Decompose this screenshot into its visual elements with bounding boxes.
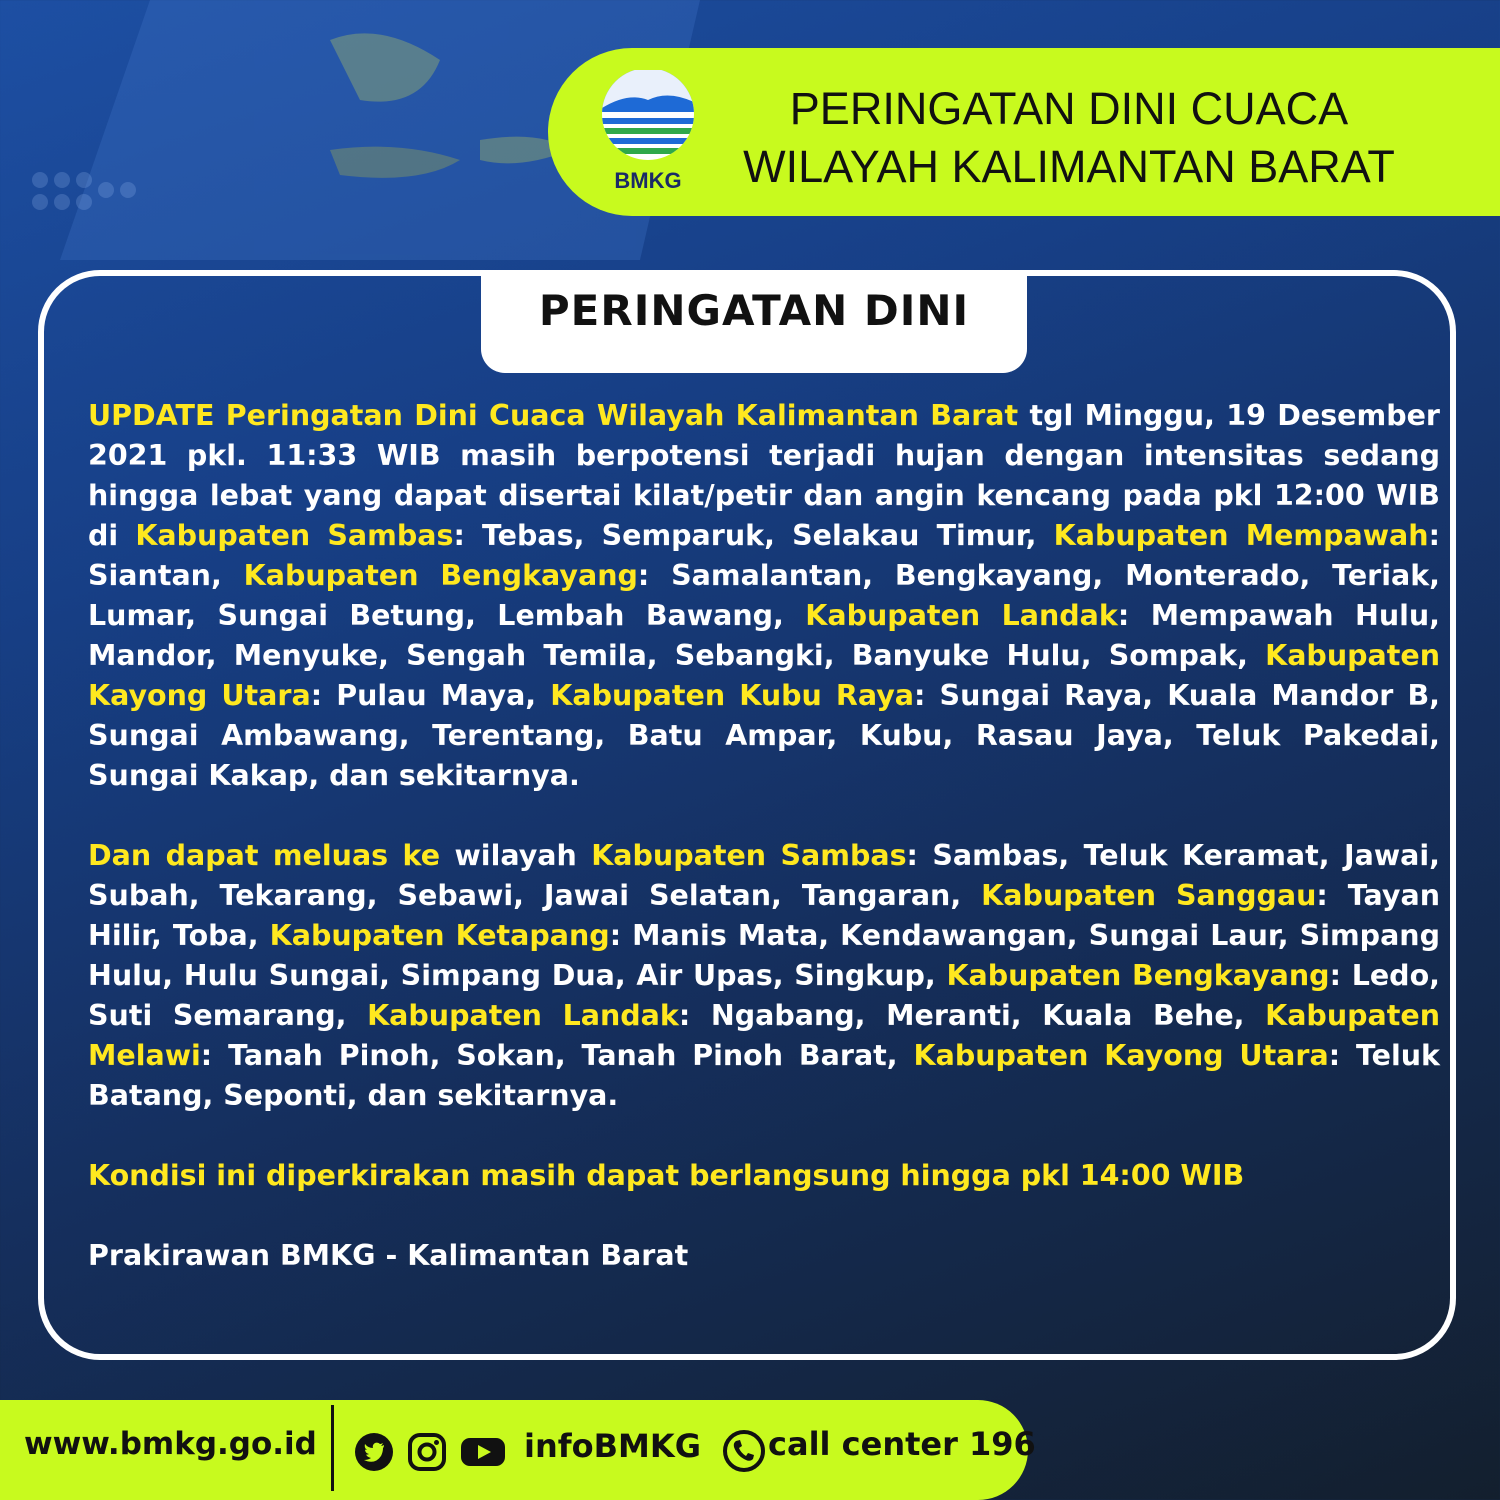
title-line-1: PERINGATAN DINI CUACA xyxy=(789,83,1349,134)
highlight-text: Kabupaten Ketapang xyxy=(269,919,610,952)
body-text: : Siantan, xyxy=(88,519,1440,592)
call-center-text[interactable]: call center 196 xyxy=(768,1425,1036,1463)
highlight-text: Kabupaten Bengkayang xyxy=(243,559,638,592)
page-title xyxy=(724,80,1414,196)
highlight-text: Kabupaten Mempawah xyxy=(1053,519,1429,552)
highlight-text: Kabupaten Bengkayang xyxy=(946,959,1330,992)
card-tab-label: PERINGATAN DINI xyxy=(538,286,970,335)
bmkg-logo-icon xyxy=(598,70,698,194)
highlight-text: Kabupaten Melawi xyxy=(88,999,1440,1072)
body-text: : Samalantan, Bengkayang, Monterado, Teriak, Lumar, Sungai Betung, Lembah Bawang, xyxy=(88,559,1441,632)
body-text: tgl Minggu, 19 Desember 2021 pkl. 11:33 WIB masih berpotensi terjadi hujan dengan intensitas sedang hingga lebat yang dapat disertai kilat/petir dan angin kencang pada pkl 12:00 WIB di xyxy=(88,399,1440,552)
logo-text: BMKG xyxy=(614,168,682,193)
highlight-text: Kabupaten Sambas xyxy=(135,519,454,552)
highlight-text: Kabupaten Kubu Raya xyxy=(550,679,915,712)
highlight-text: Kabupaten Landak xyxy=(367,999,679,1032)
warning-paragraph-1 xyxy=(88,396,1440,796)
body-text: : Ngabang, Meranti, Kuala Behe, xyxy=(678,999,1266,1032)
warning-paragraph-2 xyxy=(88,836,1440,1116)
twitter-icon[interactable] xyxy=(354,1432,394,1472)
instagram-icon[interactable] xyxy=(407,1432,447,1472)
body-text: : Tebas, Semparuk, Selakau Timur, xyxy=(453,519,1054,552)
highlight-text: UPDATE Peringatan Dini Cuaca Wilayah Kalimantan Barat xyxy=(88,399,1019,432)
highlight-text: Kabupaten Landak xyxy=(805,599,1118,632)
body-text: : Tayan Hilir, Toba, xyxy=(88,879,1440,952)
body-text: : Ledo, Suti Semarang, xyxy=(88,959,1440,1032)
highlight-text: Kabupaten Sambas xyxy=(591,839,907,872)
highlight-text: Kabupaten Kayong Utara xyxy=(913,1039,1329,1072)
warning-content xyxy=(88,396,1440,1276)
highlight-text: Dan dapat meluas ke xyxy=(88,839,441,872)
condition-text: Kondisi ini diperkirakan masih dapat berlangsung hingga pkl 14:00 WIB xyxy=(88,1159,1245,1192)
social-handle[interactable]: infoBMKG xyxy=(524,1427,701,1465)
body-text: : Pulau Maya, xyxy=(310,679,551,712)
phone-icon xyxy=(722,1429,766,1473)
body-text: wilayah xyxy=(440,839,592,872)
body-text: : Mempawah Hulu, Mandor, Menyuke, Sengah Temila, Sebangki, Banyuke Hulu, Sompak, xyxy=(88,599,1441,672)
body-text: : Manis Mata, Kendawangan, Sungai Laur, Simpang Hulu, Hulu Sungai, Simpang Dua, Air Upas, Singkup, xyxy=(88,919,1440,992)
signature-text: Prakirawan BMKG - Kalimantan Barat xyxy=(88,1239,689,1272)
footer-divider xyxy=(331,1405,334,1491)
highlight-text: Kabupaten Kayong Utara xyxy=(88,639,1440,712)
title-line-2: WILAYAH KALIMANTAN BARAT xyxy=(743,141,1395,192)
website-link[interactable]: www.bmkg.go.id xyxy=(24,1426,317,1462)
youtube-icon[interactable] xyxy=(460,1432,506,1472)
highlight-text: Kabupaten Sanggau xyxy=(981,879,1317,912)
body-text: : Tanah Pinoh, Sokan, Tanah Pinoh Barat, xyxy=(200,1039,914,1072)
body-text: : Sambas, Teluk Keramat, Jawai, Subah, Tekarang, Sebawi, Jawai Selatan, Tangaran, xyxy=(88,839,1440,912)
body-text: : Sungai Raya, Kuala Mandor B, Sungai Ambawang, Terentang, Batu Ampar, Kubu, Rasau Jaya, Teluk Pakedai, Sungai Kakap, dan sekitarnya. xyxy=(88,679,1441,792)
body-text: : Teluk Batang, Seponti, dan sekitarnya. xyxy=(88,1039,1440,1112)
